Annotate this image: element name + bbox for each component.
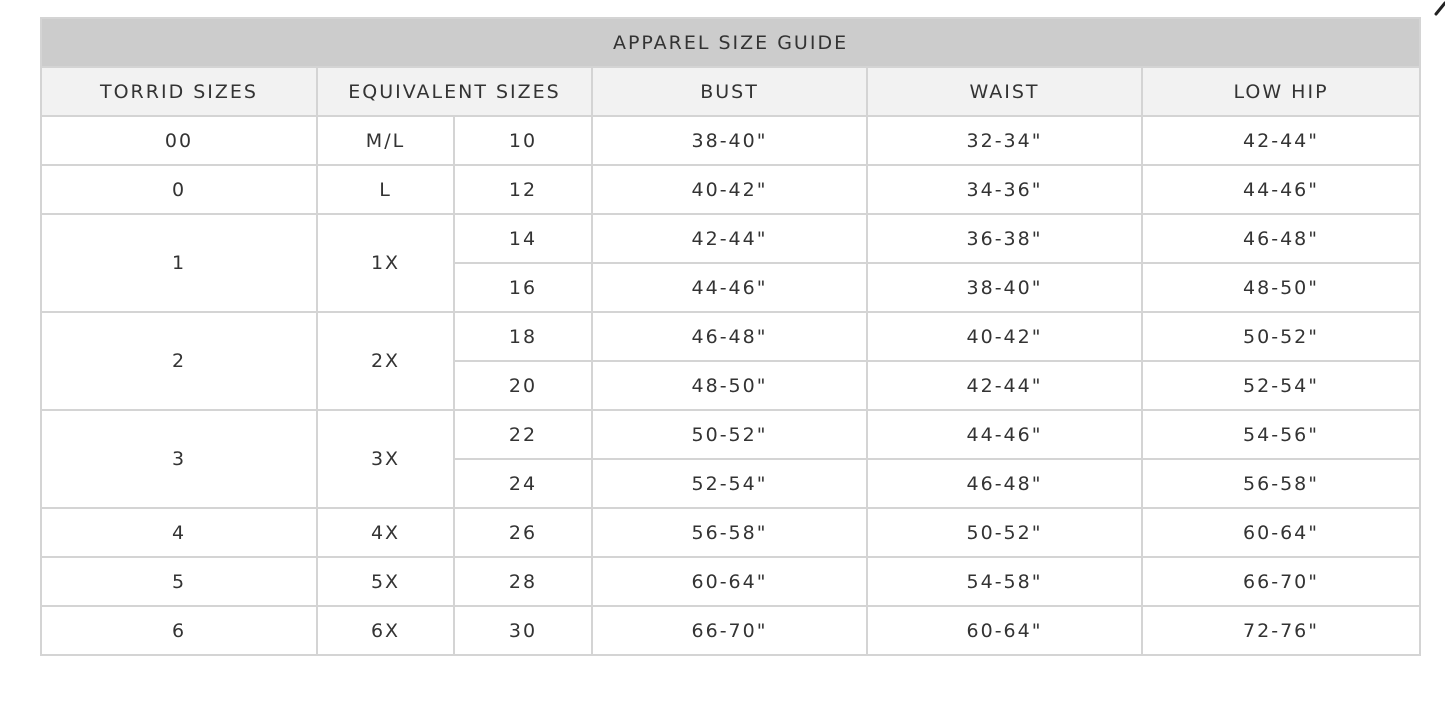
torrid-size-cell: 5 [41,557,317,606]
torrid-size-cell: 2 [41,312,317,410]
table-row [41,165,1420,214]
bust-cell: 52-54" [592,459,867,508]
low-hip-cell: 72-76" [1142,606,1420,655]
bust-cell: 40-42" [592,165,867,214]
table-row [41,312,1420,361]
waist-cell: 42-44" [867,361,1142,410]
low-hip-cell: 52-54" [1142,361,1420,410]
header-torrid-sizes: TORRID SIZES [41,67,317,116]
low-hip-cell: 54-56" [1142,410,1420,459]
table-row [41,508,1420,557]
torrid-size-cell: 6 [41,606,317,655]
equivalent-numeric-size-cell: 20 [454,361,592,410]
equivalent-numeric-size-cell: 14 [454,214,592,263]
header-waist: WAIST [867,67,1142,116]
equivalent-letter-size-cell: M/L [317,116,454,165]
table-row [41,606,1420,655]
waist-cell: 54-58" [867,557,1142,606]
waist-cell: 60-64" [867,606,1142,655]
header-equivalent-sizes: EQUIVALENT SIZES [317,67,592,116]
equivalent-numeric-size-cell: 22 [454,410,592,459]
bust-cell: 48-50" [592,361,867,410]
waist-cell: 50-52" [867,508,1142,557]
torrid-size-cell: 3 [41,410,317,508]
waist-cell: 44-46" [867,410,1142,459]
waist-cell: 46-48" [867,459,1142,508]
bust-cell: 66-70" [592,606,867,655]
bust-cell: 46-48" [592,312,867,361]
equivalent-letter-size-cell: L [317,165,454,214]
equivalent-letter-size-cell: 5X [317,557,454,606]
low-hip-cell: 66-70" [1142,557,1420,606]
torrid-size-cell: 4 [41,508,317,557]
size-table-body [41,116,1420,655]
low-hip-cell: 46-48" [1142,214,1420,263]
equivalent-letter-size-cell: 3X [317,410,454,508]
table-row [41,214,1420,263]
torrid-size-cell: 0 [41,165,317,214]
bust-cell: 38-40" [592,116,867,165]
low-hip-cell: 50-52" [1142,312,1420,361]
header-row [41,67,1420,116]
equivalent-numeric-size-cell: 30 [454,606,592,655]
low-hip-cell: 48-50" [1142,263,1420,312]
equivalent-letter-size-cell: 1X [317,214,454,312]
waist-cell: 32-34" [867,116,1142,165]
low-hip-cell: 42-44" [1142,116,1420,165]
equivalent-numeric-size-cell: 18 [454,312,592,361]
equivalent-letter-size-cell: 4X [317,508,454,557]
equivalent-numeric-size-cell: 10 [454,116,592,165]
low-hip-cell: 60-64" [1142,508,1420,557]
waist-cell: 40-42" [867,312,1142,361]
bust-cell: 42-44" [592,214,867,263]
diagonal-arrow-icon [1432,0,1445,20]
low-hip-cell: 56-58" [1142,459,1420,508]
bust-cell: 50-52" [592,410,867,459]
table-row [41,557,1420,606]
size-guide-table [40,17,1421,656]
header-low-hip: LOW HIP [1142,67,1420,116]
equivalent-numeric-size-cell: 24 [454,459,592,508]
equivalent-letter-size-cell: 2X [317,312,454,410]
torrid-size-cell: 1 [41,214,317,312]
equivalent-letter-size-cell: 6X [317,606,454,655]
equivalent-numeric-size-cell: 26 [454,508,592,557]
table-title: APPAREL SIZE GUIDE [41,18,1420,67]
bust-cell: 60-64" [592,557,867,606]
equivalent-numeric-size-cell: 12 [454,165,592,214]
table-row [41,410,1420,459]
low-hip-cell: 44-46" [1142,165,1420,214]
bust-cell: 56-58" [592,508,867,557]
title-row [41,18,1420,67]
equivalent-numeric-size-cell: 28 [454,557,592,606]
waist-cell: 34-36" [867,165,1142,214]
table-row [41,116,1420,165]
waist-cell: 36-38" [867,214,1142,263]
header-bust: BUST [592,67,867,116]
waist-cell: 38-40" [867,263,1142,312]
bust-cell: 44-46" [592,263,867,312]
equivalent-numeric-size-cell: 16 [454,263,592,312]
torrid-size-cell: 00 [41,116,317,165]
